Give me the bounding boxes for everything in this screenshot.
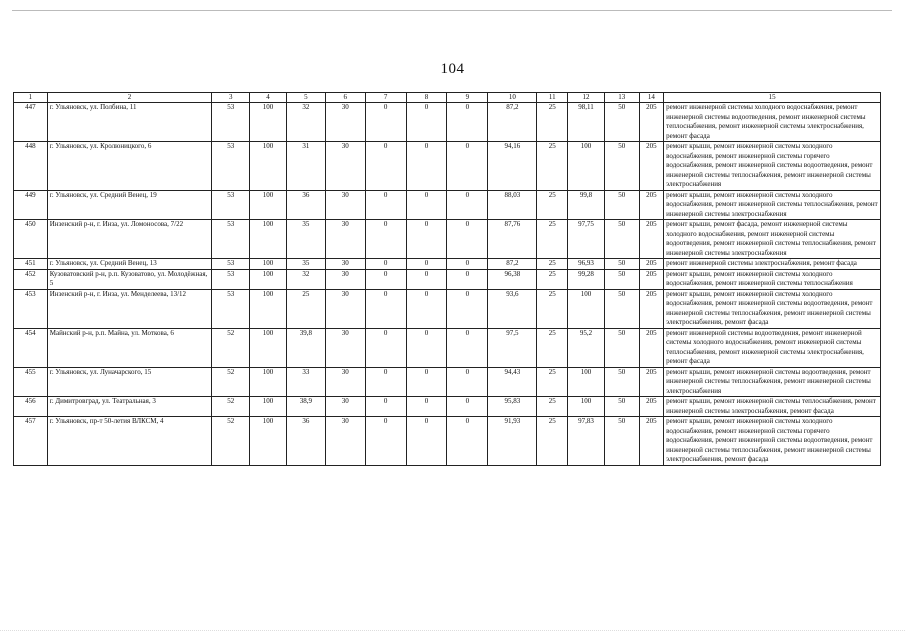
value-cell: 205 xyxy=(639,417,664,466)
row-number: 449 xyxy=(14,190,48,220)
value-cell: 53 xyxy=(212,190,250,220)
value-cell: 100 xyxy=(250,103,287,142)
column-header: 7 xyxy=(365,93,406,103)
value-cell: 93,6 xyxy=(488,289,537,328)
value-cell: 100 xyxy=(568,289,605,328)
row-number: 451 xyxy=(14,259,48,270)
value-cell: 53 xyxy=(212,220,250,259)
column-header: 3 xyxy=(212,93,250,103)
value-cell: 30 xyxy=(325,417,365,466)
value-cell: 205 xyxy=(639,142,664,191)
value-cell: 87,76 xyxy=(488,220,537,259)
column-header: 11 xyxy=(537,93,568,103)
value-cell: 0 xyxy=(447,259,488,270)
value-cell: 30 xyxy=(325,328,365,367)
value-cell: 0 xyxy=(406,397,447,417)
value-cell: 25 xyxy=(537,103,568,142)
value-cell: 0 xyxy=(365,289,406,328)
value-cell: 0 xyxy=(365,269,406,289)
column-header: 1 xyxy=(14,93,48,103)
table-row xyxy=(14,417,881,466)
value-cell: 25 xyxy=(537,367,568,397)
table-row xyxy=(14,289,881,328)
value-cell: 50 xyxy=(604,190,639,220)
value-cell: 30 xyxy=(325,259,365,270)
value-cell: 36 xyxy=(286,190,325,220)
table-row xyxy=(14,103,881,142)
value-cell: 32 xyxy=(286,269,325,289)
value-cell: 205 xyxy=(639,190,664,220)
works-cell: ремонт крыши, ремонт инженерной системы холодного водоснабжения, ремонт инженерной системы горячего водоснабжения, ремонт инженерной системы водоотведения, ремонт инженерной системы теплоснабжения, ремонт инженерной системы электроснабжения xyxy=(664,142,881,191)
value-cell: 205 xyxy=(639,103,664,142)
value-cell: 205 xyxy=(639,269,664,289)
value-cell: 0 xyxy=(447,328,488,367)
value-cell: 0 xyxy=(365,397,406,417)
value-cell: 100 xyxy=(250,328,287,367)
column-header: 9 xyxy=(447,93,488,103)
address-cell: г. Димитровград, ул. Театральная, 3 xyxy=(47,397,212,417)
value-cell: 95,2 xyxy=(568,328,605,367)
column-header: 4 xyxy=(250,93,287,103)
row-number: 452 xyxy=(14,269,48,289)
value-cell: 94,16 xyxy=(488,142,537,191)
value-cell: 99,28 xyxy=(568,269,605,289)
value-cell: 0 xyxy=(447,269,488,289)
value-cell: 0 xyxy=(447,367,488,397)
row-number: 450 xyxy=(14,220,48,259)
row-number: 454 xyxy=(14,328,48,367)
value-cell: 91,93 xyxy=(488,417,537,466)
works-cell: ремонт инженерной системы водоотведения, ремонт инженерной системы холодного водоснабжения, ремонт инженерной системы теплоснабжения, ремонт инженерной системы электроснабжения, ремонт фасада xyxy=(664,328,881,367)
address-cell: Кузоватовский р-н, р.п. Кузоватово, ул. Молодёжная, 5 xyxy=(47,269,212,289)
value-cell: 97,75 xyxy=(568,220,605,259)
row-number: 453 xyxy=(14,289,48,328)
value-cell: 52 xyxy=(212,397,250,417)
value-cell: 0 xyxy=(406,328,447,367)
value-cell: 52 xyxy=(212,367,250,397)
value-cell: 53 xyxy=(212,259,250,270)
table-row xyxy=(14,367,881,397)
value-cell: 100 xyxy=(568,142,605,191)
value-cell: 30 xyxy=(325,103,365,142)
address-cell: г. Ульяновск, ул. Средний Венец, 13 xyxy=(47,259,212,270)
row-number: 447 xyxy=(14,103,48,142)
value-cell: 0 xyxy=(365,103,406,142)
value-cell: 98,11 xyxy=(568,103,605,142)
value-cell: 25 xyxy=(537,417,568,466)
value-cell: 0 xyxy=(365,328,406,367)
value-cell: 0 xyxy=(447,220,488,259)
value-cell: 0 xyxy=(365,190,406,220)
value-cell: 94,43 xyxy=(488,367,537,397)
value-cell: 38,9 xyxy=(286,397,325,417)
column-header: 12 xyxy=(568,93,605,103)
value-cell: 96,38 xyxy=(488,269,537,289)
value-cell: 0 xyxy=(406,259,447,270)
value-cell: 25 xyxy=(537,190,568,220)
value-cell: 0 xyxy=(447,103,488,142)
value-cell: 25 xyxy=(537,259,568,270)
address-cell: г. Ульяновск, ул. Полбина, 11 xyxy=(47,103,212,142)
value-cell: 0 xyxy=(406,220,447,259)
column-header: 8 xyxy=(406,93,447,103)
value-cell: 97,83 xyxy=(568,417,605,466)
value-cell: 0 xyxy=(406,190,447,220)
value-cell: 0 xyxy=(365,417,406,466)
works-cell: ремонт крыши, ремонт инженерной системы водоотведения, ремонт инженерной системы теплоснабжения, ремонт инженерной системы электроснабжения xyxy=(664,367,881,397)
value-cell: 0 xyxy=(447,142,488,191)
row-number: 455 xyxy=(14,367,48,397)
value-cell: 32 xyxy=(286,103,325,142)
row-number: 457 xyxy=(14,417,48,466)
table-row xyxy=(14,142,881,191)
value-cell: 0 xyxy=(406,103,447,142)
value-cell: 25 xyxy=(537,328,568,367)
value-cell: 30 xyxy=(325,220,365,259)
value-cell: 0 xyxy=(365,367,406,397)
value-cell: 36 xyxy=(286,417,325,466)
table-row xyxy=(14,328,881,367)
value-cell: 0 xyxy=(406,417,447,466)
value-cell: 100 xyxy=(250,367,287,397)
value-cell: 50 xyxy=(604,220,639,259)
header-row xyxy=(14,93,881,103)
value-cell: 39,8 xyxy=(286,328,325,367)
value-cell: 50 xyxy=(604,367,639,397)
value-cell: 25 xyxy=(537,289,568,328)
column-header: 5 xyxy=(286,93,325,103)
works-cell: ремонт крыши, ремонт инженерной системы холодного водоснабжения, ремонт инженерной системы теплоснабжения, ремонт инженерной системы электроснабжения xyxy=(664,190,881,220)
value-cell: 0 xyxy=(406,142,447,191)
value-cell: 30 xyxy=(325,190,365,220)
value-cell: 50 xyxy=(604,328,639,367)
value-cell: 0 xyxy=(406,289,447,328)
table-body xyxy=(14,103,881,466)
value-cell: 97,5 xyxy=(488,328,537,367)
value-cell: 0 xyxy=(447,289,488,328)
value-cell: 96,93 xyxy=(568,259,605,270)
value-cell: 205 xyxy=(639,397,664,417)
row-number: 448 xyxy=(14,142,48,191)
column-header: 14 xyxy=(639,93,664,103)
works-cell: ремонт крыши, ремонт инженерной системы холодного водоснабжения, ремонт инженерной системы водоотведения, ремонт инженерной системы теплоснабжения, ремонт инженерной системы электроснабжения, ремонт фасада xyxy=(664,289,881,328)
value-cell: 205 xyxy=(639,328,664,367)
works-cell: ремонт инженерной системы холодного водоснабжения, ремонт инженерной системы водоотведения, ремонт инженерной системы теплоснабжения, ремонт инженерной системы электроснабжения, ремонт фасада xyxy=(664,103,881,142)
value-cell: 0 xyxy=(365,142,406,191)
value-cell: 100 xyxy=(250,289,287,328)
value-cell: 53 xyxy=(212,289,250,328)
column-header: 13 xyxy=(604,93,639,103)
value-cell: 35 xyxy=(286,259,325,270)
value-cell: 31 xyxy=(286,142,325,191)
value-cell: 30 xyxy=(325,289,365,328)
works-cell: ремонт крыши, ремонт инженерной системы холодного водоснабжения, ремонт инженерной системы теплоснабжения xyxy=(664,269,881,289)
value-cell: 30 xyxy=(325,397,365,417)
value-cell: 0 xyxy=(447,190,488,220)
row-number: 456 xyxy=(14,397,48,417)
scan-edge xyxy=(0,630,905,637)
column-header: 6 xyxy=(325,93,365,103)
address-cell: Майнский р-н, р.п. Майна, ул. Моткова, 6 xyxy=(47,328,212,367)
value-cell: 25 xyxy=(537,269,568,289)
works-cell: ремонт крыши, ремонт инженерной системы холодного водоснабжения, ремонт инженерной системы горячего водоснабжения, ремонт инженерной системы водоотведения, ремонт инженерной системы теплоснабжения, ремонт инженерной системы электроснабжения, ремонт фасада xyxy=(664,417,881,466)
value-cell: 100 xyxy=(568,367,605,397)
address-cell: Инзенский р-н, г. Инза, ул. Менделеева, 13/12 xyxy=(47,289,212,328)
value-cell: 205 xyxy=(639,259,664,270)
value-cell: 25 xyxy=(537,220,568,259)
value-cell: 52 xyxy=(212,417,250,466)
value-cell: 25 xyxy=(537,142,568,191)
value-cell: 30 xyxy=(325,367,365,397)
table-row xyxy=(14,397,881,417)
address-cell: г. Ульяновск, ул. Кролюницкого, 6 xyxy=(47,142,212,191)
table-row xyxy=(14,259,881,270)
value-cell: 95,83 xyxy=(488,397,537,417)
value-cell: 87,2 xyxy=(488,259,537,270)
value-cell: 50 xyxy=(604,259,639,270)
value-cell: 205 xyxy=(639,289,664,328)
value-cell: 100 xyxy=(568,397,605,417)
value-cell: 50 xyxy=(604,103,639,142)
value-cell: 35 xyxy=(286,220,325,259)
value-cell: 50 xyxy=(604,289,639,328)
value-cell: 100 xyxy=(250,259,287,270)
value-cell: 30 xyxy=(325,142,365,191)
value-cell: 205 xyxy=(639,367,664,397)
value-cell: 53 xyxy=(212,269,250,289)
value-cell: 100 xyxy=(250,417,287,466)
value-cell: 25 xyxy=(537,397,568,417)
value-cell: 52 xyxy=(212,328,250,367)
works-cell: ремонт инженерной системы электроснабжения, ремонт фасада xyxy=(664,259,881,270)
value-cell: 25 xyxy=(286,289,325,328)
value-cell: 0 xyxy=(406,367,447,397)
table-row xyxy=(14,269,881,289)
value-cell: 50 xyxy=(604,397,639,417)
value-cell: 100 xyxy=(250,397,287,417)
address-cell: г. Ульяновск, ул. Средний Венец, 19 xyxy=(47,190,212,220)
value-cell: 53 xyxy=(212,142,250,191)
value-cell: 0 xyxy=(406,269,447,289)
value-cell: 33 xyxy=(286,367,325,397)
value-cell: 100 xyxy=(250,220,287,259)
value-cell: 205 xyxy=(639,220,664,259)
value-cell: 87,2 xyxy=(488,103,537,142)
value-cell: 50 xyxy=(604,417,639,466)
column-header: 15 xyxy=(664,93,881,103)
column-header: 10 xyxy=(488,93,537,103)
address-cell: Инзенский р-н, г. Инза, ул. Ломоносова, 7/22 xyxy=(47,220,212,259)
value-cell: 100 xyxy=(250,142,287,191)
address-cell: г. Ульяновск, пр-т 50-летия ВЛКСМ, 4 xyxy=(47,417,212,466)
register-table xyxy=(13,92,881,466)
page-number: 104 xyxy=(440,61,465,77)
value-cell: 0 xyxy=(365,259,406,270)
value-cell: 0 xyxy=(447,397,488,417)
value-cell: 30 xyxy=(325,269,365,289)
value-cell: 50 xyxy=(604,142,639,191)
value-cell: 53 xyxy=(212,103,250,142)
value-cell: 99,8 xyxy=(568,190,605,220)
value-cell: 100 xyxy=(250,190,287,220)
value-cell: 0 xyxy=(365,220,406,259)
value-cell: 100 xyxy=(250,269,287,289)
works-cell: ремонт крыши, ремонт инженерной системы теплоснабжения, ремонт инженерной системы электроснабжения, ремонт фасада xyxy=(664,397,881,417)
table-row xyxy=(14,220,881,259)
page-top-rule xyxy=(12,10,892,11)
value-cell: 88,03 xyxy=(488,190,537,220)
address-cell: г. Ульяновск, ул. Луначарского, 15 xyxy=(47,367,212,397)
value-cell: 0 xyxy=(447,417,488,466)
works-cell: ремонт крыши, ремонт фасада, ремонт инженерной системы холодного водоснабжения, ремонт инженерной системы водоотведения, ремонт инженерной системы теплоснабжения, ремонт инженерной системы электроснабжения xyxy=(664,220,881,259)
column-header: 2 xyxy=(47,93,212,103)
table-row xyxy=(14,190,881,220)
value-cell: 50 xyxy=(604,269,639,289)
